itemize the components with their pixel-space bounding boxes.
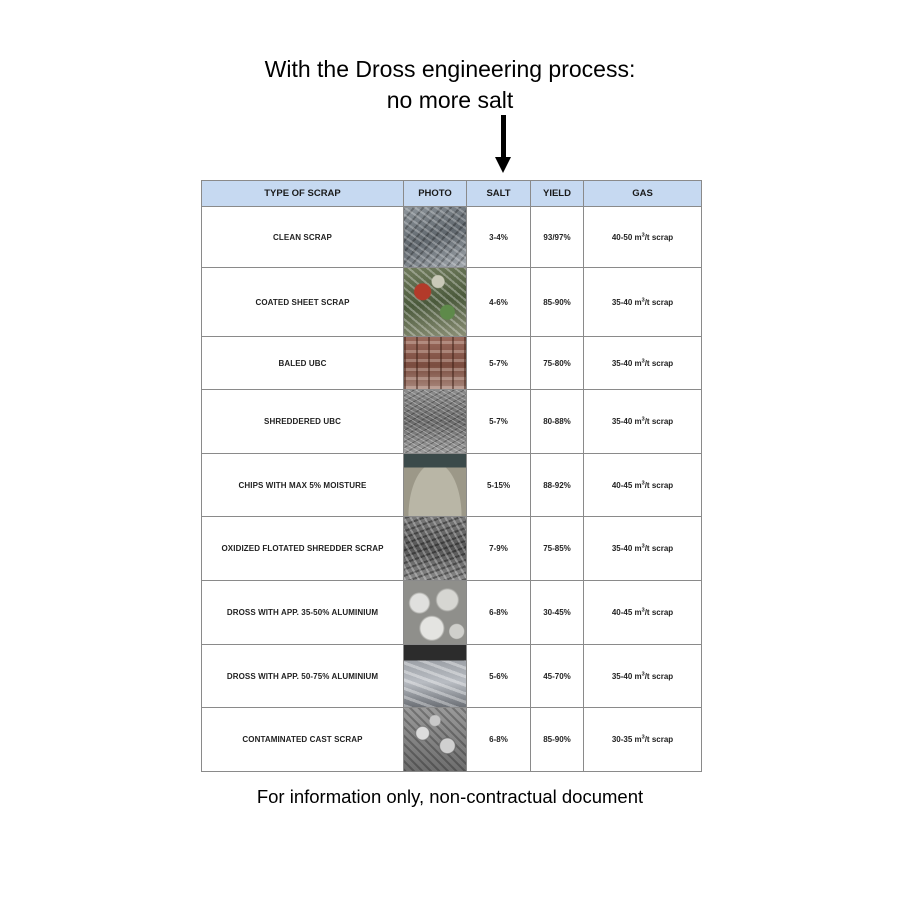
gas-unit-exponent: 3	[641, 416, 645, 423]
gas-unit-exponent: 3	[641, 231, 645, 238]
yield-cell: 75-80%	[531, 337, 584, 390]
photo-cell	[404, 708, 467, 772]
salt-cell: 3-4%	[467, 207, 531, 268]
scrap-type-cell: SHREDDERED UBC	[202, 390, 404, 454]
gas-unit: m	[634, 608, 642, 617]
salt-cell: 6-8%	[467, 708, 531, 772]
col-header-yield: YIELD	[531, 181, 584, 207]
gas-cell	[584, 268, 702, 337]
yield-cell: 93/97%	[531, 207, 584, 268]
gas-value: 35-40	[611, 671, 633, 681]
oxidized-scrap-photo	[404, 517, 466, 580]
clean-scrap-photo	[404, 207, 466, 267]
gas-unit-exponent: 3	[641, 543, 645, 550]
photo-cell	[404, 390, 467, 454]
gas-unit-suffix: /t scrap	[644, 544, 674, 553]
gas-unit-suffix: /t scrap	[644, 232, 674, 242]
salt-cell: 5-6%	[467, 645, 531, 708]
gas-unit: m	[634, 735, 642, 744]
shreddered-ubc-photo	[404, 390, 466, 453]
disclaimer-note: For information only, non-contractual document	[256, 786, 644, 807]
salt-cell: 5-7%	[467, 337, 531, 390]
headline-line-2: no more salt	[386, 87, 514, 113]
table-row	[202, 268, 702, 337]
yield-cell: 88-92%	[531, 454, 584, 517]
gas-cell	[584, 581, 702, 645]
salt-cell: 4-6%	[467, 268, 531, 337]
gas-cell	[584, 337, 702, 390]
gas-unit-suffix: /t scrap	[644, 358, 674, 368]
scrap-table	[201, 180, 702, 772]
gas-unit: m	[634, 417, 642, 426]
yield-cell: 30-45%	[531, 581, 584, 645]
gas-unit-suffix: /t scrap	[644, 735, 674, 744]
down-arrow-icon	[493, 115, 515, 177]
gas-unit: m	[634, 544, 642, 553]
gas-unit-exponent: 3	[641, 479, 645, 486]
col-header-photo: PHOTO	[404, 181, 467, 207]
photo-cell	[404, 454, 467, 517]
dross-35-50-photo	[404, 581, 466, 644]
table-row	[202, 645, 702, 708]
photo-cell	[404, 268, 467, 337]
gas-cell	[584, 390, 702, 454]
scrap-type-cell: COATED SHEET SCRAP	[202, 268, 404, 337]
photo-cell	[404, 581, 467, 645]
gas-unit: m	[634, 297, 642, 307]
table-row	[202, 207, 702, 268]
scrap-type-cell: CONTAMINATED CAST SCRAP	[202, 708, 404, 772]
scrap-type-cell: DROSS WITH APP. 35-50% ALUMINIUM	[202, 581, 404, 645]
gas-value: 35-40	[611, 417, 633, 426]
headline-line-1: With the Dross engineering process:	[264, 56, 636, 82]
col-header-type: TYPE OF SCRAP	[202, 181, 404, 207]
salt-cell: 5-7%	[467, 390, 531, 454]
gas-cell	[584, 207, 702, 268]
scrap-type-cell: DROSS WITH APP. 50-75% ALUMINIUM	[202, 645, 404, 708]
gas-unit-exponent: 3	[641, 734, 645, 741]
gas-unit-suffix: /t scrap	[644, 480, 674, 490]
gas-value: 40-45	[611, 608, 633, 617]
gas-unit-exponent: 3	[641, 296, 645, 303]
photo-cell	[404, 337, 467, 390]
salt-cell: 6-8%	[467, 581, 531, 645]
gas-value: 35-40	[611, 297, 633, 307]
gas-unit-suffix: /t scrap	[644, 608, 674, 617]
table-row	[202, 517, 702, 581]
gas-unit-suffix: /t scrap	[644, 297, 674, 307]
scrap-type-cell: CHIPS WITH MAX 5% MOISTURE	[202, 454, 404, 517]
salt-cell: 5-15%	[467, 454, 531, 517]
yield-cell: 85-90%	[531, 268, 584, 337]
gas-cell	[584, 708, 702, 772]
gas-value: 35-40	[611, 544, 633, 553]
col-header-gas: GAS	[584, 181, 702, 207]
table-row	[202, 390, 702, 454]
table-row	[202, 337, 702, 390]
gas-cell	[584, 517, 702, 581]
salt-cell: 7-9%	[467, 517, 531, 581]
gas-cell	[584, 454, 702, 517]
gas-unit-suffix: /t scrap	[644, 417, 674, 426]
gas-unit-suffix: /t scrap	[644, 671, 674, 681]
table-row	[202, 581, 702, 645]
gas-unit: m	[634, 480, 642, 490]
table-row	[202, 708, 702, 772]
gas-unit: m	[634, 671, 642, 681]
gas-cell	[584, 645, 702, 708]
chips-photo	[404, 454, 466, 516]
gas-value: 30-35	[611, 735, 633, 744]
scrap-type-cell: BALED UBC	[202, 337, 404, 390]
photo-cell	[404, 207, 467, 268]
yield-cell: 85-90%	[531, 708, 584, 772]
photo-cell	[404, 517, 467, 581]
gas-unit: m	[634, 358, 642, 368]
gas-value: 40-45	[611, 480, 633, 490]
gas-value: 35-40	[611, 358, 633, 368]
gas-unit-exponent: 3	[641, 670, 645, 677]
table-row	[202, 454, 702, 517]
scrap-type-cell: OXIDIZED FLOTATED SHREDDER SCRAP	[202, 517, 404, 581]
dross-50-75-photo	[404, 645, 466, 707]
coated-sheet-scrap-photo	[404, 268, 466, 336]
yield-cell: 45-70%	[531, 645, 584, 708]
gas-unit: m	[634, 232, 642, 242]
col-header-salt: SALT	[467, 181, 531, 207]
table-header-row	[202, 181, 702, 207]
yield-cell: 80-88%	[531, 390, 584, 454]
yield-cell: 75-85%	[531, 517, 584, 581]
gas-unit-exponent: 3	[641, 357, 645, 364]
gas-unit-exponent: 3	[641, 607, 645, 614]
baled-ubc-photo	[404, 337, 466, 389]
scrap-type-cell: CLEAN SCRAP	[202, 207, 404, 268]
gas-value: 40-50	[611, 232, 633, 242]
cast-scrap-photo	[404, 708, 466, 771]
photo-cell	[404, 645, 467, 708]
